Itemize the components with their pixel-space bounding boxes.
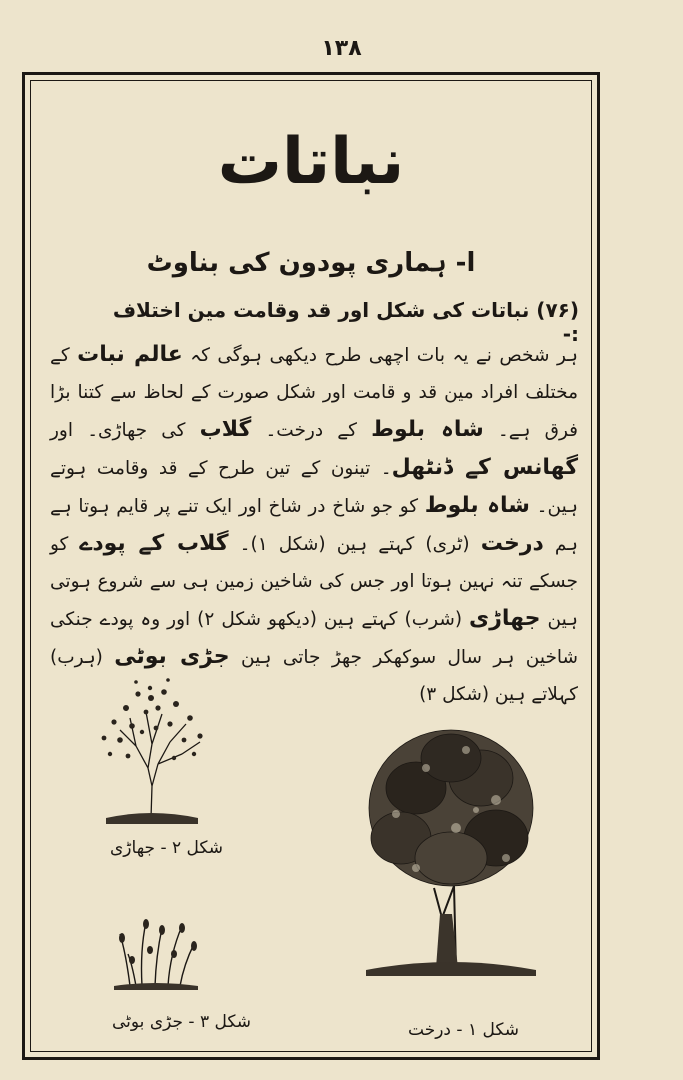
term-highlight: جھاڑی — [469, 606, 541, 631]
text-run: (ٹری) کہتے ہین (شکل ۱)۔ — [228, 534, 481, 555]
term-highlight: گلاب — [199, 417, 252, 442]
text-run: ۔ تینون کے تین طرح کے قد وقامت ہوتے ہین۔ — [50, 458, 578, 517]
term-highlight: شاہ بلوط — [371, 417, 484, 442]
term-highlight: گلاب کے پودے — [79, 531, 229, 556]
term-highlight: گھانس کے ڈنٹھل — [391, 455, 578, 480]
term-highlight: عالم نبات — [77, 342, 183, 367]
page-title: نباتات — [217, 125, 405, 199]
text-run: (شرب) کہتے ہین (دیکھو شکل ۲) اور وہ پودے جنکی شاخین ہر سال سوکھکر جھڑ جاتی ہین — [50, 609, 579, 668]
body-paragraph — [50, 336, 578, 713]
shrub-illustration — [86, 668, 216, 828]
term-highlight: شاہ بلوط — [424, 493, 530, 518]
text-run: کے مختلف افراد مین قد و قامت اور شکل صورت کے لحاظ سے کتنا بڑا فرق ہے۔ — [50, 345, 579, 441]
text-run: کی جھاڑی۔ اور — [50, 420, 200, 441]
section-heading: (۷۶) نباتات کی شکل اور قد وقامت مین اختلاف :- — [112, 298, 579, 346]
text-run: کے درخت۔ — [251, 420, 372, 441]
term-highlight: جڑی بوٹی — [114, 644, 230, 669]
text-run: کو جسکے تنہ نہین ہوتا اور جس کی شاخین زمین ہی سے شروع ہوتی ہین — [50, 534, 578, 630]
text-run: کو جو شاخ در شاخ اور ایک تنے پر قایم ہوتا ہے ہم — [50, 496, 578, 555]
herb-illustration — [110, 914, 200, 992]
page-number: ۱۳۸ — [321, 36, 362, 61]
term-highlight: درخت — [480, 531, 544, 556]
figure-3-caption: شکل ۳ - جڑی بوٹی — [112, 1012, 252, 1032]
figure-1-caption: شکل ۱ - درخت — [408, 1020, 519, 1040]
text-run: ہر شخص نے یہ بات اچھی طرح دیکھی ہوگی کہ — [182, 345, 578, 366]
tree-illustration — [356, 718, 546, 978]
figure-2-caption: شکل ۲ - جھاڑی — [110, 838, 224, 858]
chapter-subtitle: ا- ہماری پودون کی بناوٹ — [146, 248, 476, 278]
text-run: (ہرب) کہلاتے ہین (شکل ۳) — [50, 647, 578, 705]
